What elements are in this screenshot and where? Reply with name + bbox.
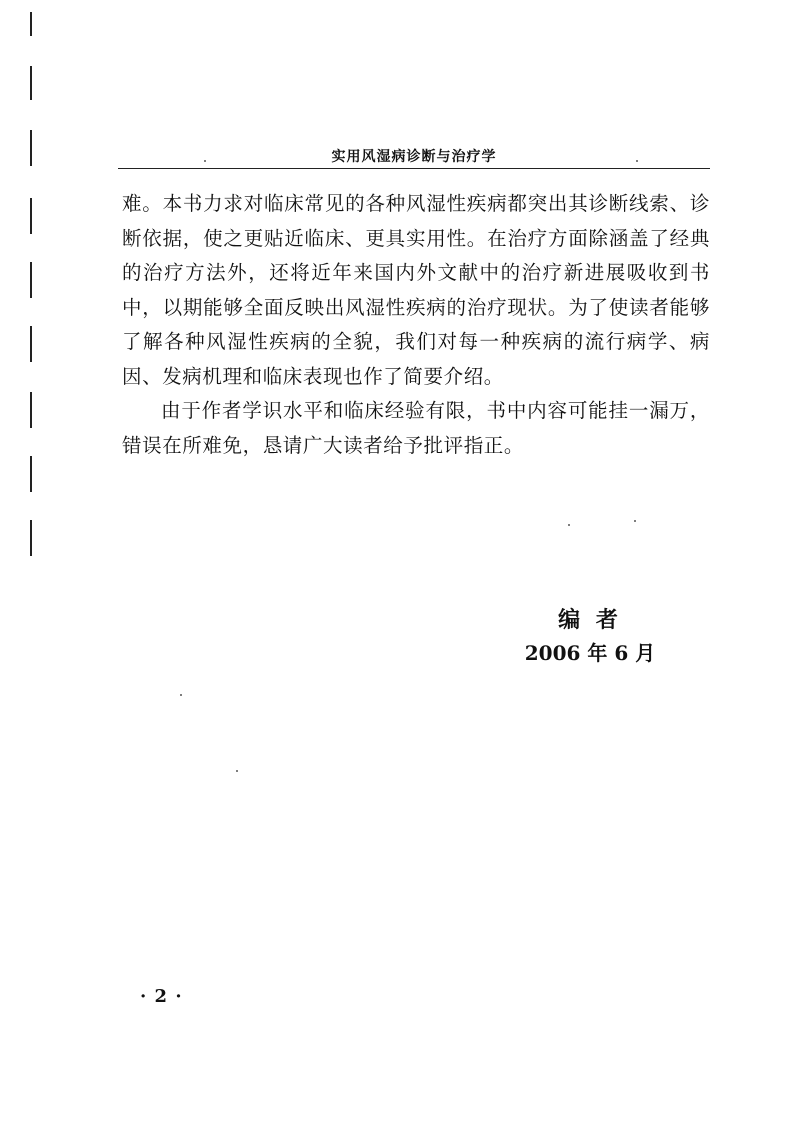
scan-edge-mark <box>30 66 32 100</box>
scan-edge-mark <box>30 130 32 166</box>
scan-edge-mark <box>30 520 32 556</box>
signature-author: 编 者 <box>558 607 622 633</box>
running-header: 实用风湿病诊断与治疗学 <box>118 146 710 169</box>
scan-speck <box>236 770 238 772</box>
scan-speck <box>636 160 638 162</box>
page-number: · 2 · <box>140 986 183 1007</box>
paragraph-acknowledgement: 由于作者学识水平和临床经验有限，书中内容可能挂一漏万，错误在所难免，恳请广大读者给予批评指正。 <box>122 399 710 457</box>
body-text <box>122 187 710 463</box>
scan-edge-mark <box>30 198 32 234</box>
scan-edge-mark <box>30 456 32 492</box>
scan-speck <box>634 520 636 522</box>
scan-edge-mark <box>30 262 32 298</box>
paragraph-continued: 难。本书力求对临床常见的各种风湿性疾病都突出其诊断线索、诊断依据，使之更贴近临床、更具实用性。在治疗方面除涵盖了经典的治疗方法外，还将近年来国内外文献中的治疗新进展吸收到书中，以期能够全面反映出风湿性疾病的治疗现状。为了使读者能够了解各种风湿性疾病的全貌，我们对每一种疾病的流行病学、病因、发病机理和临床表现也作了简要介绍。 <box>122 192 710 388</box>
scan-edge-mark <box>30 392 32 428</box>
signature-block <box>520 604 660 668</box>
signature-date: 2006 年 6 月 <box>524 641 656 665</box>
scan-speck <box>180 694 182 696</box>
scan-edge-mark <box>30 12 32 36</box>
scan-speck <box>204 160 206 162</box>
scan-speck <box>568 524 570 526</box>
scan-edge-mark <box>30 326 32 362</box>
